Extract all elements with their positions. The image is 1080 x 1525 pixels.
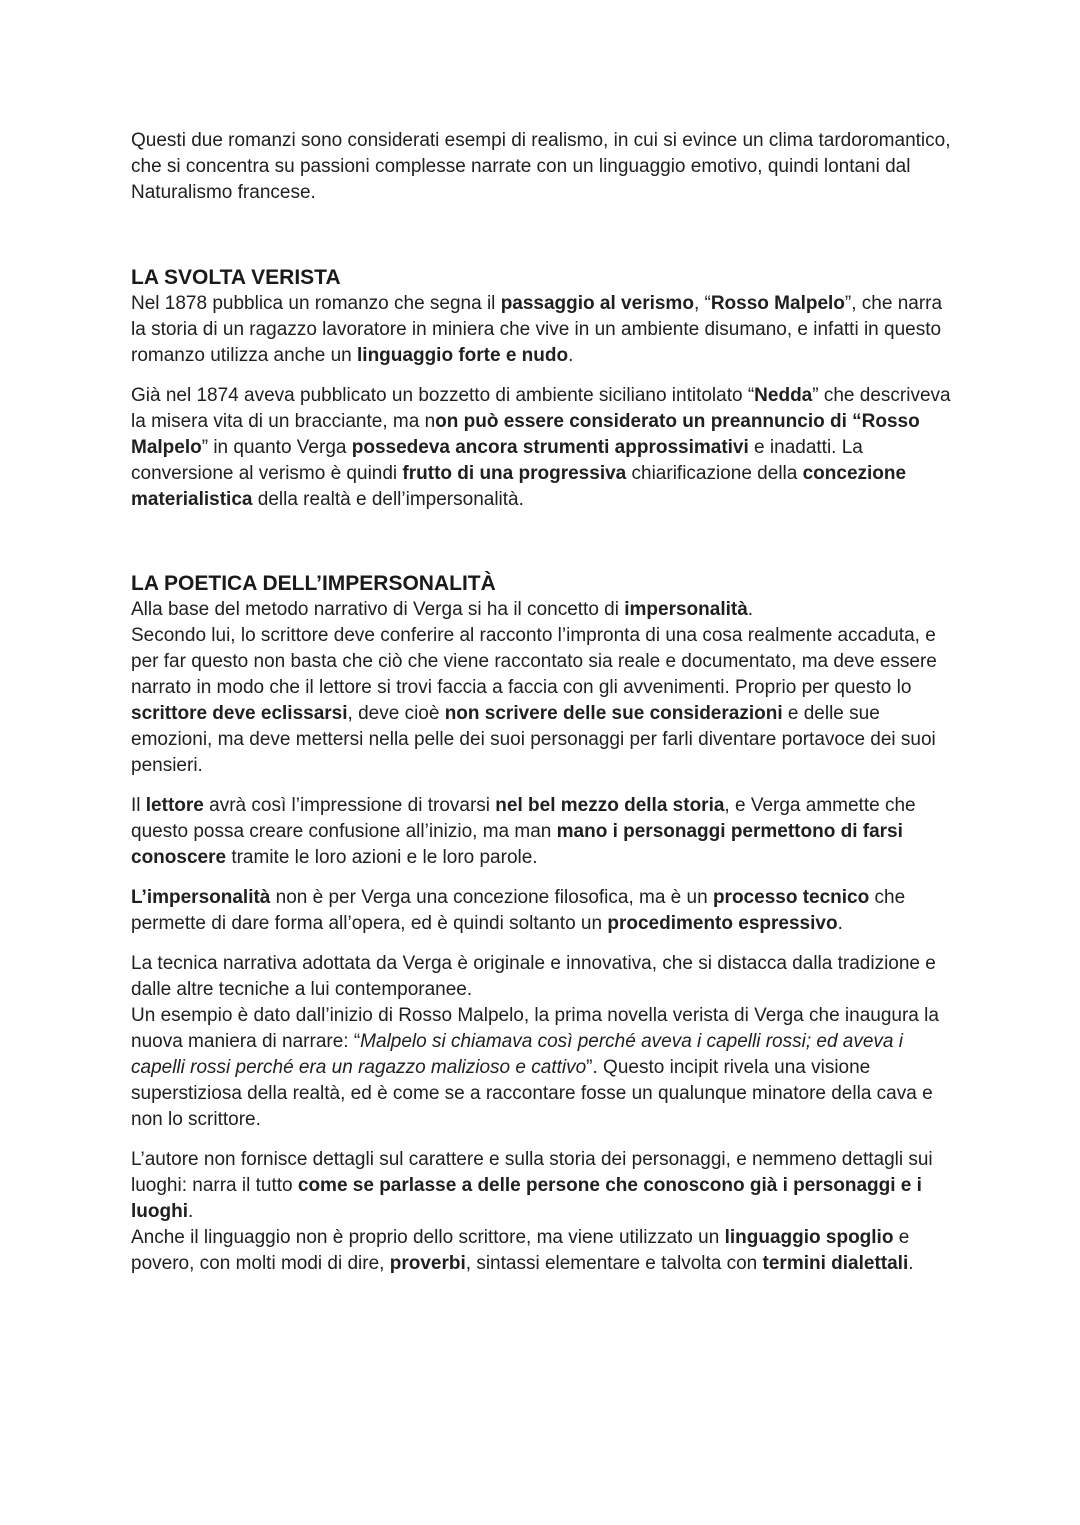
section-heading-svolta-verista: LA SVOLTA VERISTA: [131, 266, 341, 289]
poetica-paragraph-1: Alla base del metodo narrativo di Verga si ha il concetto di impersonalità. Secondo lui, lo scrittore deve conferire al racconto l’impronta di una cosa realmente accaduta, e per far questo non basta che ciò che viene raccontato sia reale e documentato, ma deve essere narrato in modo che il lettore si trovi faccia a faccia con gli avvenimenti. Proprio per questo lo scrittore deve eclissarsi, deve cioè non scrivere delle sue considerazioni e delle sue emozioni, ma deve mettersi nella pelle dei suoi personaggi per farli diventare portavoce dei suoi pensieri.: [131, 599, 937, 776]
svolta-paragraph-2: Già nel 1874 aveva pubblicato un bozzetto di ambiente siciliano intitolato “Nedda” che descriveva la misera vita di un bracciante, ma non può essere considerato un preannuncio di “Rosso Malpelo” in quanto Verga possedeva ancora strumenti approssimativi e inadatti. La conversione al verismo è quindi frutto di una progressiva chiarificazione della concezione materialistica della realtà e dell’impersonalità.: [131, 385, 951, 510]
intro-section: [131, 128, 960, 206]
poetica-paragraph-2: Il lettore avrà così l’impressione di trovarsi nel bel mezzo della storia, e Verga ammette che questo possa creare confusione all’inizio, ma man mano i personaggi permettono di farsi conoscere tramite le loro azioni e le loro parole.: [131, 795, 916, 868]
svolta-verista-section: [131, 265, 960, 513]
svolta-paragraph-1: Nel 1878 pubblica un romanzo che segna il passaggio al verismo, “Rosso Malpelo”, che narra la storia di un ragazzo lavoratore in miniera che vive in un ambiente disumano, e infatti in questo romanzo utilizza anche un linguaggio forte e nudo.: [131, 293, 943, 366]
poetica-paragraph-3: L’impersonalità non è per Verga una concezione filosofica, ma è un processo tecnico che permette di dare forma all’opera, ed è quindi soltanto un procedimento espressivo.: [131, 887, 906, 934]
intro-paragraph: Questi due romanzi sono considerati esempi di realismo, in cui si evince un clima tardoromantico, che si concentra su passioni complesse narrate con un linguaggio emotivo, quindi lontani dal Naturalismo francese.: [131, 130, 951, 203]
poetica-impersonalita-section: [131, 571, 960, 1277]
poetica-paragraph-5: L’autore non fornisce dettagli sul carattere e sulla storia dei personaggi, e nemmeno dettagli sui luoghi: narra il tutto come se parlasse a delle persone che conoscono già i personaggi e i luoghi. Anche il linguaggio non è proprio dello scrittore, ma viene utilizzato un linguaggio spoglio e povero, con molti modi di dire, proverbi, sintassi elementare e talvolta con termini dialettali.: [131, 1149, 933, 1274]
poetica-paragraph-4: La tecnica narrativa adottata da Verga è originale e innovativa, che si distacca dalla tradizione e dalle altre tecniche a lui contemporanee. Un esempio è dato dall’inizio di Rosso Malpelo, la prima novella verista di Verga che inaugura la nuova maniera di narrare: “Malpelo si chiamava così perché aveva i capelli rossi; ed aveva i capelli rossi perché era un ragazzo malizioso e cattivo”. Questo incipit rivela una visione superstiziosa della realtà, ed è come se a raccontare fosse un qualunque minatore della cava e non lo scrittore.: [131, 953, 939, 1130]
section-heading-poetica-impersonalita: LA POETICA DELL’IMPERSONALITÀ: [131, 572, 496, 595]
